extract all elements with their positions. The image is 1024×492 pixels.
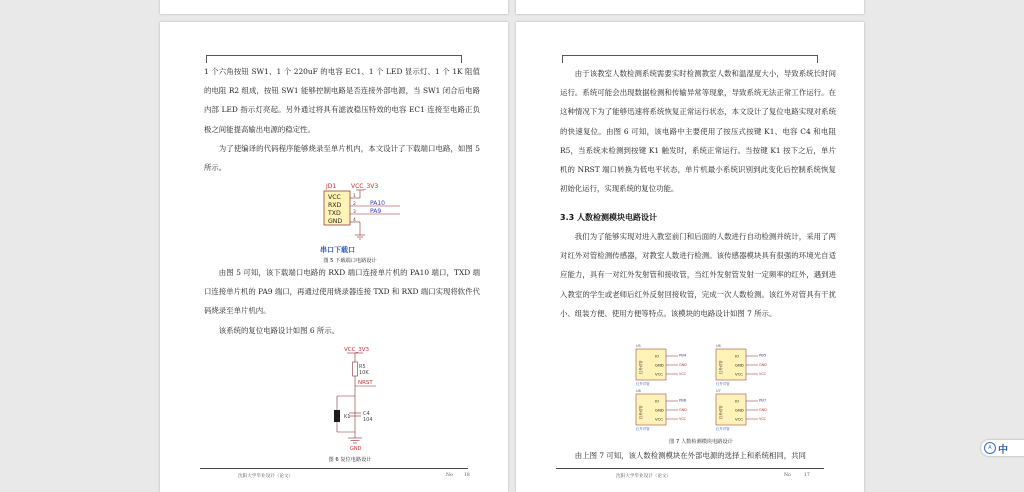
pin-number: 3 <box>353 210 356 215</box>
page-number: 17 <box>804 473 810 478</box>
body-text <box>204 62 480 177</box>
component-label: R5 <box>359 364 366 370</box>
paragraph: 为了使编译的代码程序能够烧录至单片机内，本文设计了下载端口电路，如图 5 所示。 <box>204 143 480 173</box>
footer-no-label: No <box>784 473 791 478</box>
paragraph: 该系统的复位电路设计如图 6 所示。 <box>218 325 340 335</box>
footer-no-label: No <box>446 473 453 478</box>
pin-label: VCC <box>735 371 743 377</box>
designator-label: U7 <box>716 389 721 393</box>
ground-label: GND <box>759 363 767 367</box>
pin-label: IO <box>735 353 740 359</box>
module-caption: 红外对管 <box>636 382 650 386</box>
sensor-module <box>716 344 767 386</box>
translate-language-label[interactable]: 中 <box>998 445 1008 456</box>
power-label: VCC_3V3 <box>344 347 369 353</box>
header-rule <box>206 55 462 56</box>
module-name: 红外对管 <box>719 360 723 374</box>
header-rule <box>562 55 818 56</box>
pin-label: IO <box>735 398 740 404</box>
net-label: PA10 <box>370 200 385 207</box>
net-label: NRST <box>358 380 373 386</box>
paragraph: 1 个六角按钮 SW1、1 个 220uF 的电容 EC1、1 个 LED 显示灯、1 个 1K 阻值的电阻 R2 组成，按钮 SW1 能够控制电路是否连接外部电源，当 SW1 闭合后电路内部 LED 指示灯亮起。另外通过将具有滤波稳压特效的电容 EC1 连接至电路正负极之间能提高输出电源的稳定性。 <box>204 67 480 134</box>
vcc-label: VCC <box>759 372 767 376</box>
vcc-label: VCC <box>679 372 687 376</box>
page-number: 18 <box>464 473 470 478</box>
sensor-module <box>636 344 687 386</box>
module-caption: 红外对管 <box>716 382 730 386</box>
pin-label: VCC <box>328 194 341 201</box>
pin-number: 1 <box>353 194 356 199</box>
body-text <box>204 263 480 340</box>
paragraph: 我们为了能够实现对进入教室前门和后面的人数进行自动检测并统计，采用了两对红外对管检测传感器，对教室人数进行检测。该传感器模块具有很强的环境光自适应能力，具有一对红外发射管和接收管，当红外发射管发射一定频率的红外，遇到进入教室的学生或老师后红外反射回接收管，完成一次人数检测。该红外对管具有干扰小、组装方便、使用方便等特点。该模块的电路设计如图 7 所示。 <box>560 232 836 318</box>
ground-label: GND <box>679 363 687 367</box>
pin-label: VCC <box>655 416 663 422</box>
previous-page-left <box>160 0 508 14</box>
net-label: PB4 <box>679 352 687 358</box>
net-label: PB7 <box>759 397 767 403</box>
pin-label: TXD <box>328 210 341 217</box>
footer-title: 沈阳大学毕业设计（论文） <box>616 474 672 479</box>
vcc-label: VCC <box>679 417 687 421</box>
pin-number: 2 <box>353 202 356 207</box>
designator-label: U8 <box>636 389 641 393</box>
translate-icon[interactable]: A <box>984 442 996 454</box>
module-name: 红外对管 <box>639 360 643 374</box>
ground-label: GND <box>759 408 767 412</box>
designator-label: JD1 <box>326 183 337 190</box>
module-caption: 红外对管 <box>716 427 730 431</box>
people-detection-schematic <box>634 342 794 432</box>
document-page-left <box>160 22 508 492</box>
document-page-right <box>516 22 864 492</box>
translate-widget[interactable] <box>981 440 1024 456</box>
power-label: VCC_3V3 <box>351 183 379 190</box>
pin-label: GND <box>655 362 664 368</box>
figure-caption: 图 5 下载端口电路设计 <box>323 258 377 264</box>
body-text <box>560 227 836 323</box>
ground-label: GND <box>679 408 687 412</box>
pin-label: IO <box>655 353 660 359</box>
download-port-schematic <box>320 179 420 259</box>
page-footer <box>556 468 824 483</box>
figure-caption: 图 7 人数检测模块电路设计 <box>669 439 733 445</box>
previous-page-right <box>516 0 864 14</box>
component-value: 104 <box>363 417 373 423</box>
paragraph: 由上图 7 可知，该人数检测模块在外部电源的选择上和系统相同，共同 <box>574 451 806 460</box>
footer-title: 沈阳大学毕业设计（论文） <box>238 474 294 479</box>
net-label: PB5 <box>759 352 767 358</box>
net-label: PB6 <box>679 397 687 403</box>
designator-label: U5 <box>636 344 641 348</box>
pin-number: 4 <box>353 218 356 223</box>
module-caption: 红外对管 <box>636 427 650 431</box>
component-label: C4 <box>363 411 370 417</box>
designator-label: U6 <box>716 344 721 348</box>
pin-label: VCC <box>735 416 743 422</box>
component-label: K1 <box>344 414 351 420</box>
body-text <box>560 446 836 465</box>
button-symbol <box>334 410 340 422</box>
pin-label: GND <box>655 407 664 413</box>
body-text <box>560 64 836 198</box>
component-value: 10K <box>359 370 369 376</box>
vcc-label: VCC <box>759 417 767 421</box>
pin-label: GND <box>328 218 343 225</box>
reset-circuit-schematic <box>330 344 390 456</box>
paragraph: 由于该教室人数检测系统需要实时检测教室人数和温湿度大小，导致系统长时间运行。系统可能会出现数据检测和传输异常等现象，导致系统无法正常工作运行。在这种情况下为了能够迅速将系统恢复正常运行状态，本文设计了复位电路实现对系统的快速复位。由图 6 可知，该电路中主要使用了按压式按键 K1、电容 C4 和电阻 R5，当系统未检测到按键 K1 触发时，系统正常运行。当按键 K1 按下之后，单片机的 NRST 端口转换为低电平状态，单片机最小系统识别到此变化后控制系统恢复初始化运行，实现系统的复位功能。 <box>560 69 836 194</box>
module-name: 红外对管 <box>639 405 643 419</box>
ground-label: GND <box>350 446 362 452</box>
sensor-module <box>716 389 767 431</box>
pin-label: GND <box>735 407 744 413</box>
paragraph: 由图 5 可知，该下载端口电路的 RXD 端口连接单片机的 PA10 端口，TXD 端口连接单片机的 PA9 端口，再通过使用烧录器连接 TXD 和 RXD 端口实现将软件代码烧录至单片机内。 <box>204 268 480 316</box>
pin-label: IO <box>655 398 660 404</box>
net-label: PA9 <box>370 208 382 215</box>
page-footer <box>200 468 468 483</box>
section-heading: 3.3 人数检测模块电路设计 <box>560 213 657 222</box>
pin-label: GND <box>735 362 744 368</box>
sensor-module <box>636 389 687 431</box>
connector-title: 串口下载口 <box>320 246 355 254</box>
module-name: 红外对管 <box>719 405 723 419</box>
pin-label: VCC <box>655 371 663 377</box>
pin-label: RXD <box>328 202 342 209</box>
figure-caption: 图 6 复位电路设计 <box>328 457 372 463</box>
